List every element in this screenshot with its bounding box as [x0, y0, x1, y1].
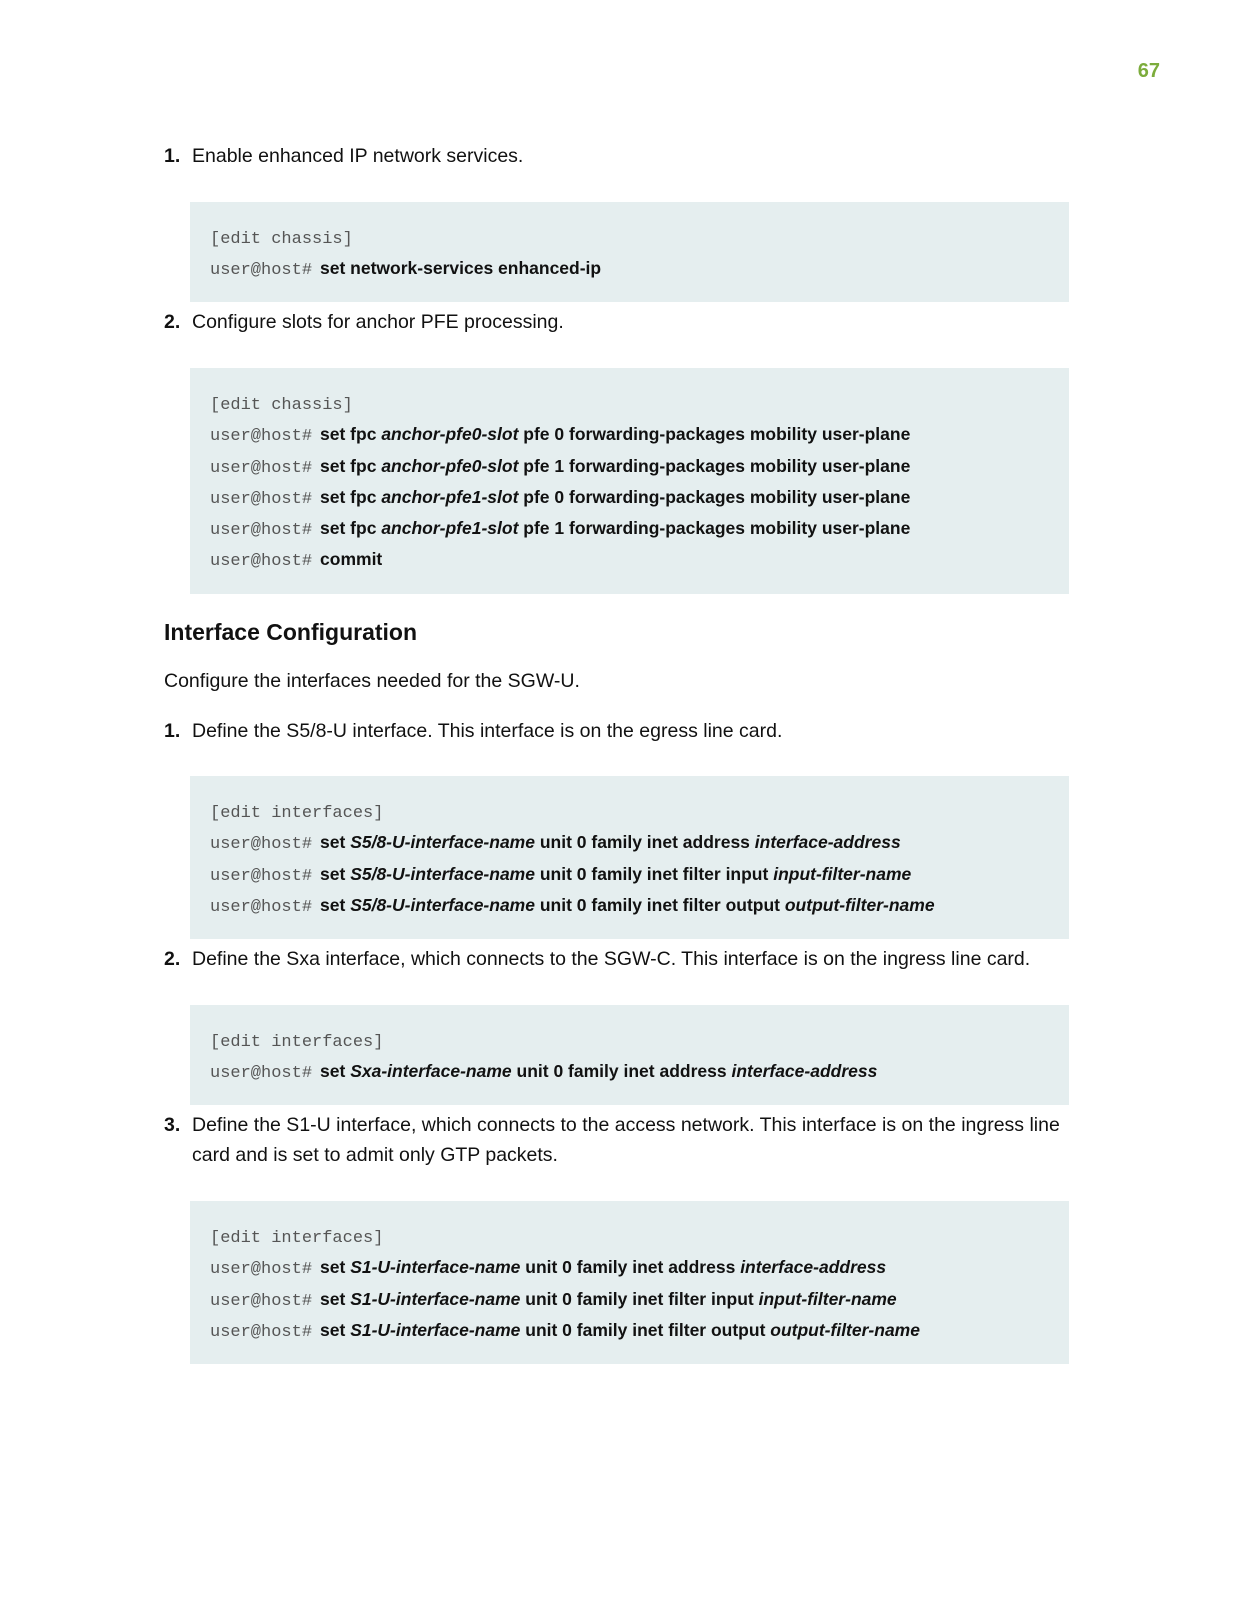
step-number: 1.	[164, 720, 181, 742]
command-keyword: set fpc	[320, 518, 382, 539]
code-context-line	[210, 796, 1049, 827]
cli-prompt: user@host#	[210, 489, 313, 509]
cli-command	[320, 832, 901, 852]
cli-command	[320, 456, 910, 476]
step-text: Define the S5/8-U interface. This interface is on the egress line card.	[192, 720, 783, 742]
command-variable: S1-U-interface-name	[350, 1257, 521, 1278]
step-number: 1.	[164, 145, 181, 167]
cli-context: [edit chassis]	[210, 230, 353, 249]
command-variable: S1-U-interface-name	[350, 1319, 521, 1340]
code-command-line	[210, 482, 1049, 513]
cli-prompt: user@host#	[210, 521, 313, 541]
code-block-anchor-pfe	[190, 368, 1069, 594]
step-text: Configure slots for anchor PFE processing.	[192, 311, 564, 333]
code-context-line	[210, 1025, 1049, 1056]
command-keyword: unit 0 family inet filter input	[534, 863, 774, 884]
command-variable: input-filter-name	[773, 863, 912, 884]
cli-command	[320, 895, 935, 915]
code-context-line	[210, 222, 1049, 253]
page-number: 67	[1137, 60, 1160, 82]
cli-context: [edit interfaces]	[210, 1033, 384, 1052]
command-keyword: set network-services enhanced-ip	[320, 258, 602, 279]
cli-prompt: user@host#	[210, 1322, 313, 1342]
command-variable: interface-address	[731, 1061, 878, 1082]
command-variable: S1-U-interface-name	[350, 1288, 521, 1309]
cli-command	[320, 487, 910, 507]
cli-prompt: user@host#	[210, 835, 313, 855]
code-command-line	[210, 1284, 1049, 1315]
step-text: Define the S1-U interface, which connects to the access network. This interface is on the ingress line card and is set to admit only GTP packets.	[192, 1114, 1060, 1166]
cli-prompt: user@host#	[210, 427, 313, 447]
command-variable: S5/8-U-interface-name	[350, 863, 535, 884]
code-context-line	[210, 1221, 1049, 1252]
step-text: Define the Sxa interface, which connects to the SGW-C. This interface is on the ingress line card.	[192, 948, 1031, 970]
code-block-sxa	[190, 1005, 1069, 1105]
code-command-line	[210, 419, 1049, 450]
cli-command	[320, 1289, 897, 1309]
command-variable: S5/8-U-interface-name	[350, 894, 535, 915]
step-define-sxa	[164, 944, 1074, 974]
cli-command	[320, 549, 382, 569]
cli-prompt: user@host#	[210, 458, 313, 478]
command-variable: anchor-pfe0-slot	[381, 455, 519, 476]
command-keyword: set	[320, 894, 351, 915]
command-variable: interface-address	[740, 1257, 887, 1278]
step-define-s1u	[164, 1110, 1074, 1170]
cli-command	[320, 1257, 886, 1277]
code-block-s1u	[190, 1201, 1069, 1364]
cli-command	[320, 1061, 877, 1081]
command-variable: output-filter-name	[784, 894, 935, 915]
code-context-line	[210, 388, 1049, 419]
command-keyword: unit 0 family inet address	[511, 1061, 732, 1082]
section-heading: Interface Configuration	[164, 619, 418, 645]
command-variable: output-filter-name	[770, 1319, 920, 1340]
code-command-line	[210, 859, 1049, 890]
cli-prompt: user@host#	[210, 1064, 313, 1084]
command-keyword: set	[320, 1319, 351, 1340]
command-keyword: set	[320, 863, 351, 884]
code-command-line	[210, 513, 1049, 544]
code-command-line	[210, 1252, 1049, 1283]
cli-command	[320, 1320, 920, 1340]
cli-command	[320, 864, 911, 884]
command-keyword: pfe 0 forwarding-packages mobility user-plane	[518, 424, 911, 445]
section-intro: Configure the interfaces needed for the SGW-U.	[164, 670, 580, 692]
cli-prompt: user@host#	[210, 897, 313, 917]
command-keyword: set	[320, 1061, 351, 1082]
cli-command	[320, 258, 601, 278]
code-command-line	[210, 253, 1049, 284]
command-keyword: set	[320, 832, 351, 853]
cli-context: [edit interfaces]	[210, 804, 384, 823]
code-command-line	[210, 544, 1049, 575]
cli-prompt: user@host#	[210, 1291, 313, 1311]
cli-command	[320, 518, 910, 538]
command-keyword: unit 0 family inet filter output	[534, 894, 785, 915]
step-configure-slots	[164, 307, 1074, 337]
command-keyword: pfe 1 forwarding-packages mobility user-plane	[518, 455, 911, 476]
command-keyword: unit 0 family inet address	[520, 1257, 741, 1278]
command-keyword: pfe 0 forwarding-packages mobility user-plane	[518, 486, 911, 507]
command-variable: input-filter-name	[758, 1288, 897, 1309]
command-keyword: set	[320, 1257, 351, 1278]
cli-prompt: user@host#	[210, 1260, 313, 1280]
command-keyword: set fpc	[320, 424, 382, 445]
step-number: 2.	[164, 948, 181, 970]
step-number: 3.	[164, 1114, 181, 1136]
command-keyword: set fpc	[320, 486, 382, 507]
step-enable-enhanced-ip	[164, 141, 1074, 171]
command-variable: anchor-pfe1-slot	[381, 486, 519, 507]
cli-command	[320, 424, 910, 444]
code-command-line	[210, 451, 1049, 482]
code-block-s58u	[190, 776, 1069, 939]
step-text: Enable enhanced IP network services.	[192, 145, 524, 167]
cli-prompt: user@host#	[210, 552, 313, 572]
step-number: 2.	[164, 311, 181, 333]
code-command-line	[210, 1056, 1049, 1087]
command-keyword: pfe 1 forwarding-packages mobility user-plane	[518, 518, 911, 539]
cli-context: [edit interfaces]	[210, 1229, 384, 1248]
command-keyword: unit 0 family inet address	[534, 832, 755, 853]
command-keyword: set fpc	[320, 455, 382, 476]
command-variable: Sxa-interface-name	[350, 1061, 512, 1082]
code-command-line	[210, 827, 1049, 858]
step-define-s58u	[164, 716, 1074, 746]
command-keyword: unit 0 family inet filter output	[520, 1319, 771, 1340]
command-keyword: unit 0 family inet filter input	[520, 1288, 759, 1309]
cli-prompt: user@host#	[210, 261, 313, 281]
command-variable: S5/8-U-interface-name	[350, 832, 535, 853]
command-keyword: commit	[320, 549, 383, 570]
cli-context: [edit chassis]	[210, 396, 353, 415]
command-variable: anchor-pfe1-slot	[381, 518, 519, 539]
code-command-line	[210, 1315, 1049, 1346]
code-command-line	[210, 890, 1049, 921]
cli-prompt: user@host#	[210, 866, 313, 886]
command-variable: anchor-pfe0-slot	[381, 424, 519, 445]
code-block-enhanced-ip	[190, 202, 1069, 302]
command-keyword: set	[320, 1288, 351, 1309]
command-variable: interface-address	[754, 832, 901, 853]
